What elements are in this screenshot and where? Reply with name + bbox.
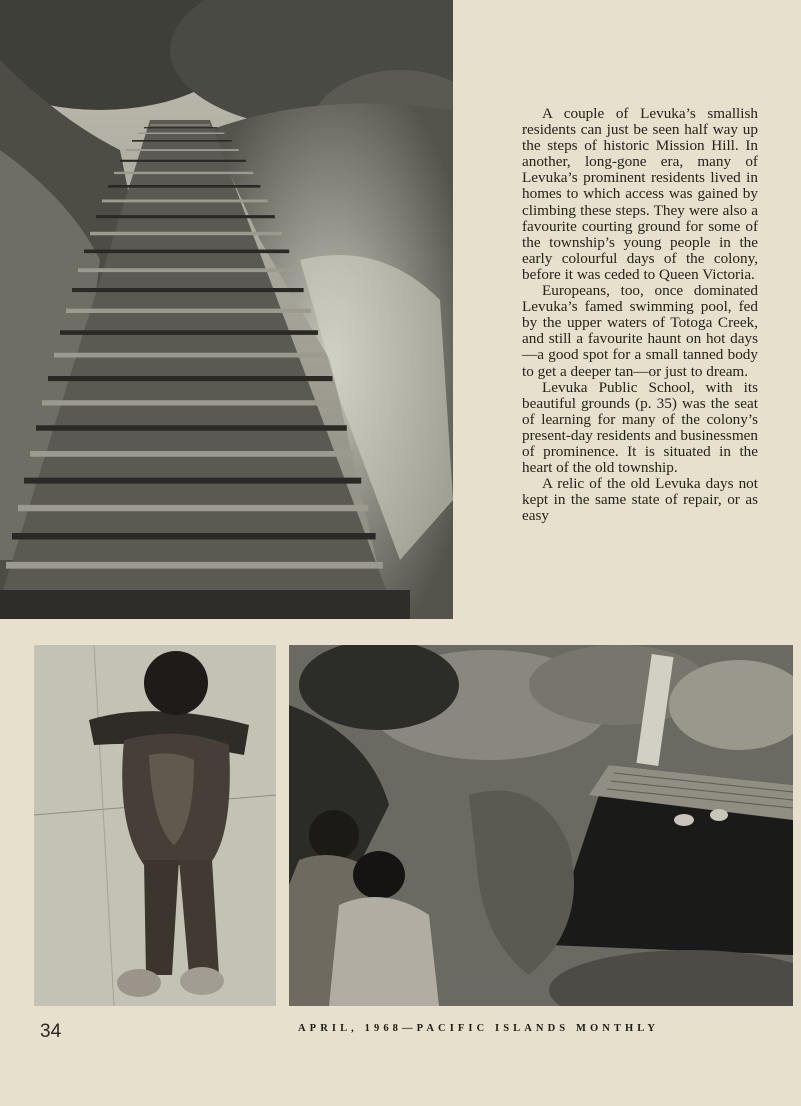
article-paragraph-3: Levuka Public School, with its beautiful grounds (p. 35) was the seat of learning for many of the colony’s present-day residents and businessmen of prominence. It is situated in the heart of the old township.	[522, 378, 758, 477]
article-text	[522, 106, 758, 524]
article-paragraph-1: A couple of Levuka’s smallish residents can just be seen half way up the steps of historic Mission Hill. In another, long-gone era, many of Levuka’s prominent residents lived in homes to which access was gained by climbing these steps. They were also a favourite courting ground for some of the township’s young people in the early colourful days of the colony, before it was ceded to Queen Victoria.	[522, 105, 758, 283]
page-footer	[0, 1018, 801, 1048]
photo-boy-sunbathing	[34, 645, 276, 1006]
photo-swimming-pool	[289, 645, 793, 1006]
article-paragraph-2: Europeans, too, once dominated Levuka’s famed swimming pool, fed by the upper waters of Totoga Creek, and still a favourite haunt on hot days—a good spot for a small tanned body to get a deeper tan—or just to dream.	[522, 282, 758, 380]
page-number: 34	[40, 1021, 62, 1042]
photo-mission-hill-steps	[0, 0, 453, 619]
article-paragraph-4: A relic of the old Levuka days not kept in the same state of repair, or as easy	[522, 475, 758, 525]
running-title: APRIL, 1968—PACIFIC ISLANDS MONTHLY	[298, 1023, 660, 1034]
